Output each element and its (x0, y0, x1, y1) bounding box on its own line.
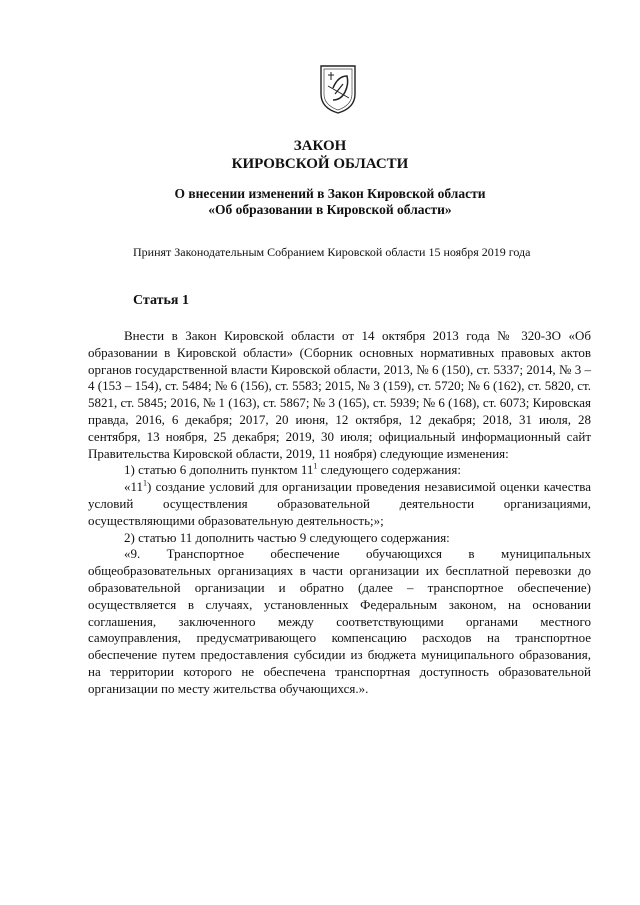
coat-of-arms-emblem (319, 64, 357, 114)
paragraph-point-11-1: «$11^1$) создание условий для организации проведения независимой оценки качества условий осуществления образовательной деятельности организациями, осуществляющими образовательную деятельность;»; (88, 478, 591, 528)
document-title: ЗАКОН (293, 138, 347, 154)
adoption-date-line: Принят Законодательным Собранием Кировской области 15 ноября 2019 года (133, 245, 531, 259)
paragraph-amendment-2: 2) статью 11 дополнить частью 9 следующего содержания: (124, 529, 450, 545)
document-subtitle-law-name: «Об образовании в Кировской области» (208, 202, 452, 217)
document-title-region: КИРОВСКОЙ ОБЛАСТИ (231, 156, 409, 172)
paragraph-amendment-1: 1) статью 6 дополнить пунктом $11^1$ следующего содержания: (124, 462, 461, 478)
article-heading: Статья 1 (133, 293, 189, 308)
paragraph-part-9: «9. Транспортное обеспечение обучающихся в муниципальных общеобразовательных организациях в части организации их бесплатной перевозки до образовательной организации и обратно (далее – транспортное обеспечение) осуществляется в случаях, установленных Федеральным законом, на основании соглашения, заключенного между соответствующими органами местного самоуправления, предусматривающего компенсацию расходов на транспортное обеспечение путем предоставления субсидии из бюджета муниципального образования, на территории которого не обеспечена транспортная доступность образовательной организации по месту жительства обучающихся.». (88, 546, 591, 696)
paragraph-intro: Внести в Закон Кировской области от 14 октября 2013 года № 320-ЗО «Об образовании в Кировской области» (Сборник основных нормативных правовых актов органов государственной власти Кировской области, 2013, № 6 (150), ст. 5337; 2014, № 3 – 4 (153 – 154), ст. 5484; № 6 (156), ст. 5583; 2015, № 3 (159), ст. 5720; № 6 (162), ст. 5820, ст. 5821, ст. 5845; 2016, № 1 (163), ст. 5867; № 3 (165), ст. 5939; № 6 (168), ст. 6073; Кировская правда, 2016, 6 декабря; 2017, 20 июня, 12 октября, 12 декабря; 2018, 31 июля, 28 сентября, 13 ноября, 25 декабря; 2019, 30 июля; официальный информационный сайт Правительства Кировской области, 2019, 11 ноября) следующие изменения: (88, 328, 591, 461)
article-body (88, 328, 591, 698)
document-subtitle: О внесении изменений в Закон Кировской области (174, 186, 486, 201)
